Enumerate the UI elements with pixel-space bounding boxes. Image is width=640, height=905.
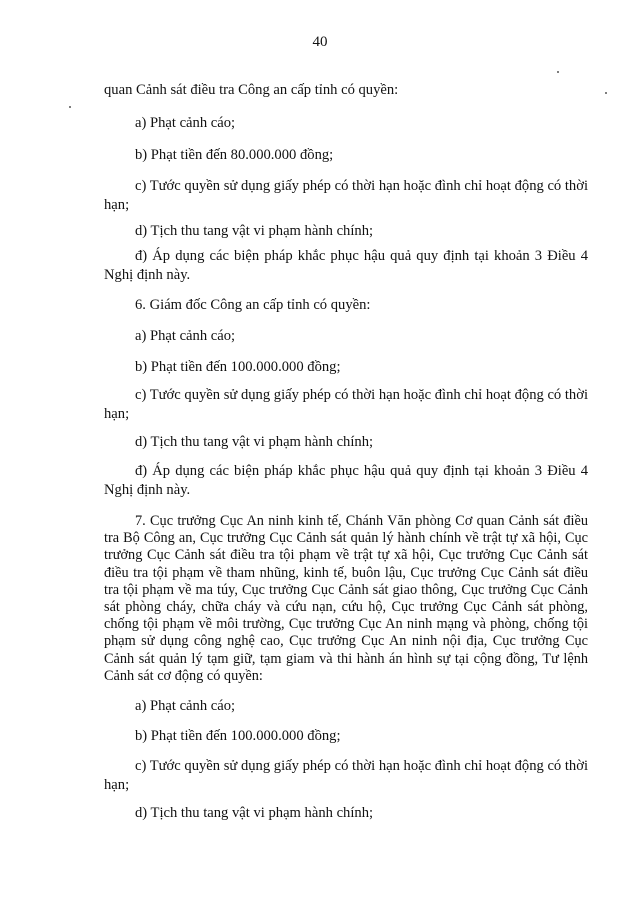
clause-5d: d) Tịch thu tang vật vi phạm hành chính; [135,223,374,239]
clause-7b: b) Phạt tiền đến 100.000.000 đồng; [135,728,341,744]
scan-speck [605,92,607,94]
item-6-heading: 6. Giám đốc Công an cấp tỉnh có quyền: [135,297,371,313]
paragraph-continuation: quan Cảnh sát điều tra Công an cấp tỉnh có quyền: [104,82,399,98]
clause-5dd: đ) Áp dụng các biện pháp khắc phục hậu quả quy định tại khoản 3 Điều 4 Nghị định này. [104,248,588,283]
clause-6a: a) Phạt cảnh cáo; [135,328,236,344]
clause-6dd: đ) Áp dụng các biện pháp khắc phục hậu quả quy định tại khoản 3 Điều 4 Nghị định này. [104,463,588,498]
clause-5a: a) Phạt cảnh cáo; [135,115,236,131]
clause-6b: b) Phạt tiền đến 100.000.000 đồng; [135,359,341,375]
item-7-heading: 7. Cục trưởng Cục An ninh kinh tế, Chánh Văn phòng Cơ quan Cảnh sát điều tra Bộ Công an, Cục trưởng Cục Cảnh sát quản lý hành chính về trật tự xã hội, Cục trưởng Cục Cảnh sát điều tra tội phạm về trật tự xã hội, Cục trưởng Cục Cảnh sát điều tra tội phạm về tham nhũng, kinh tế, buôn lậu, Cục trưởng Cục Cảnh sát điều tra tội phạm về ma túy, Cục trưởng Cục Cảnh sát giao thông, Cục trưởng Cục Cảnh sát phòng cháy, chữa cháy và cứu nạn, cứu hộ, Cục trưởng Cục Cảnh sát phòng, chống tội phạm về môi trường, Cục trưởng Cục An ninh mạng và phòng, chống tội phạm sử dụng công nghệ cao, Cục trưởng Cục An ninh nội địa, Cục trưởng Cục Cảnh sát quản lý tạm giữ, tạm giam và thi hành án hình sự tại cộng đồng, Tư lệnh Cảnh sát cơ động có quyền: [104,513,588,684]
clause-7d: d) Tịch thu tang vật vi phạm hành chính; [135,805,374,821]
scan-speck [69,106,71,108]
clause-6c: c) Tước quyền sử dụng giấy phép có thời hạn hoặc đình chỉ hoạt động có thời hạn; [104,387,588,422]
clause-7c: c) Tước quyền sử dụng giấy phép có thời hạn hoặc đình chỉ hoạt động có thời hạn; [104,758,588,793]
clause-5c: c) Tước quyền sử dụng giấy phép có thời hạn hoặc đình chỉ hoạt động có thời hạn; [104,178,588,213]
page-number: 40 [312,34,328,50]
scan-speck [557,71,559,73]
clause-5b: b) Phạt tiền đến 80.000.000 đồng; [135,147,334,163]
clause-6d: d) Tịch thu tang vật vi phạm hành chính; [135,434,374,450]
clause-7a: a) Phạt cảnh cáo; [135,698,236,714]
